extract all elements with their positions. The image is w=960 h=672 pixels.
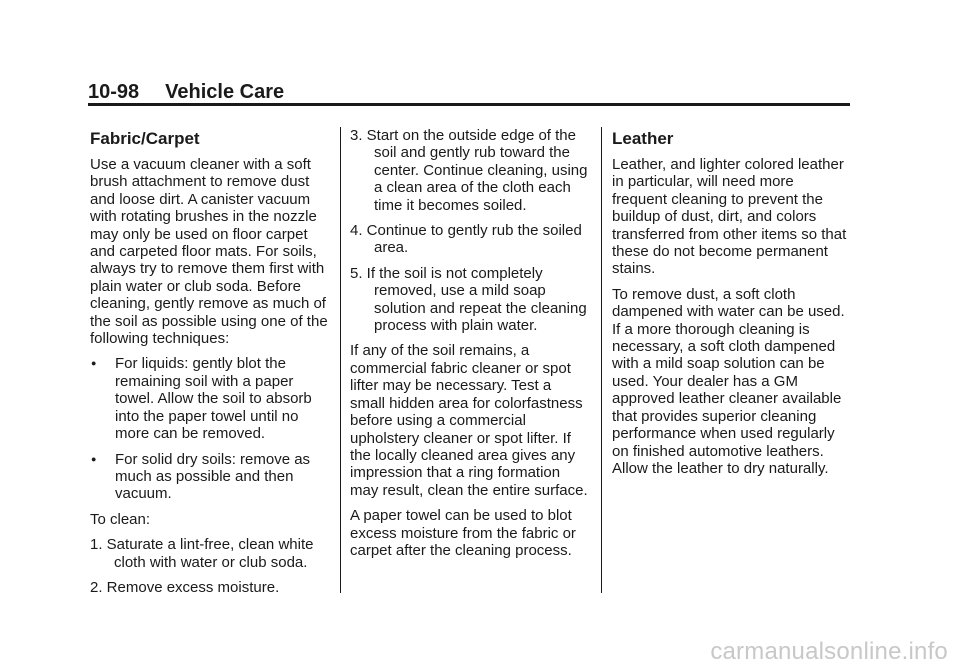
step-item: 4. Continue to gently rub the soiled area.	[350, 222, 582, 257]
section-title: Vehicle Care	[165, 81, 285, 103]
header-rule	[88, 103, 850, 106]
column-2	[350, 127, 590, 567]
bullet-text: For solid dry soils: remove as much as possible and then vacuum.	[115, 450, 311, 503]
soil-remains-paragraph: If any of the soil remains, a commercial fabric cleaner or spot lifter may be necessary. Test a small hidden area for colorfastness before using a commercial upholstery cleaner or spot lifter. If the locally cleaned area gives any impression that a ring formation may result, clean the entire surface.	[350, 342, 588, 499]
step-item: 1. Saturate a lint-free, clean white cloth with water or club soda.	[90, 536, 314, 571]
step-item: 2. Remove excess moisture.	[90, 578, 280, 596]
column-3	[612, 127, 852, 485]
bullet-item	[90, 451, 330, 503]
column-divider-2	[601, 127, 602, 593]
bullet-icon: ●	[91, 358, 97, 369]
page-number: 10-98	[88, 81, 140, 103]
watermark: carmanualsonline.info	[710, 638, 948, 665]
page-header	[88, 80, 850, 104]
fabric-heading: Fabric/Carpet	[90, 129, 200, 148]
paper-towel-paragraph: A paper towel can be used to blot excess moisture from the fabric or carpet after the cleaning process.	[350, 507, 576, 559]
step-item: 3. Start on the outside edge of the soil and gently rub toward the center. Continue cleaning, using a clean area of the cloth each time it becomes soiled.	[350, 127, 588, 214]
leather-paragraph-1: Leather, and lighter colored leather in particular, will need more frequent cleaning to prevent the buildup of dust, dirt, and colors transferred from other items so that these do not become permanent stains.	[612, 156, 847, 278]
column-divider-1	[340, 127, 341, 593]
leather-paragraph-2: To remove dust, a soft cloth dampened with water can be used. If a more thorough cleaning is necessary, a soft cloth dampened with a mild soap solution can be used. Your dealer has a GM approved leather cleaner available that provides superior cleaning performance when used regularly on finished automotive leathers. Allow the leather to dry naturally.	[612, 285, 845, 477]
step-item: 5. If the soil is not completely removed, use a mild soap solution and repeat the cleaning process with plain water.	[350, 264, 587, 335]
bullet-item	[90, 355, 330, 442]
column-1	[90, 127, 330, 604]
to-clean-label: To clean:	[90, 510, 151, 528]
bullet-text: For liquids: gently blot the remaining soil with a paper towel. Allow the soil to absorb into the paper towel until no more can be removed.	[115, 355, 312, 443]
leather-heading: Leather	[612, 129, 674, 148]
bullet-icon: ●	[91, 453, 97, 464]
fabric-intro: Use a vacuum cleaner with a soft brush attachment to remove dust and loose dirt. A canister vacuum with rotating brushes in the nozzle may only be used on floor carpet and carpeted floor mats. For soils, always try to remove them first with plain water or club soda. Before cleaning, gently remove as much of the soil as possible using one of the following techniques:	[90, 156, 328, 348]
